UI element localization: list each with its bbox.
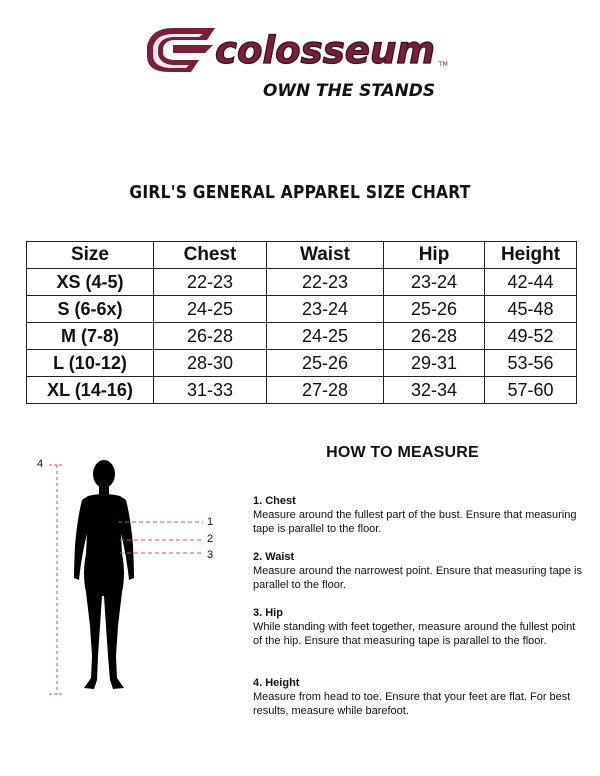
measurement-figure [0,450,250,710]
size-chart-table [26,241,577,404]
hip-cell: 32-34 [384,377,485,404]
logo-emblem-icon [147,28,215,72]
table-row [27,377,577,404]
table-row [27,350,577,377]
marker-hip: 3 [207,549,214,561]
column-header-chest: Chest [154,242,267,269]
table-header-row [27,242,577,269]
chest-cell: 28-30 [154,350,267,377]
chest-heading: 1. Chest [253,495,296,507]
colosseum-logo [143,20,461,100]
height-instructions [253,676,583,718]
waist-cell: 27-28 [267,377,384,404]
size-cell: XL (14-16) [27,377,154,404]
size-cell: L (10-12) [27,350,154,377]
waist-cell: 25-26 [267,350,384,377]
marker-height: 4 [37,458,44,470]
brand-name: colosseum [215,29,435,72]
hip-cell: 26-28 [384,323,485,350]
height-heading: 4. Height [253,677,300,689]
page-title: GIRL'S GENERAL APPAREL SIZE CHART [129,182,471,203]
chest-cell: 24-25 [154,296,267,323]
chest-cell: 31-33 [154,377,267,404]
size-cell: S (6-6x) [27,296,154,323]
waist-cell: 23-24 [267,296,384,323]
table-row [27,323,577,350]
how-to-measure-title: HOW TO MEASURE [326,444,479,461]
column-header-size: Size [27,242,154,269]
hip-heading: 3. Hip [253,607,283,619]
size-cell: XS (4-5) [27,269,154,296]
height-cell: 45-48 [485,296,577,323]
marker-chest: 1 [207,516,214,528]
height-cell: 57-60 [485,377,577,404]
chest-instructions [253,494,583,536]
height-cell: 42-44 [485,269,577,296]
column-header-hip: Hip [384,242,485,269]
waist-heading: 2. Waist [253,551,295,563]
hip-cell: 25-26 [384,296,485,323]
waist-text: Measure around the narrowest point. Ensure that measuring tape is parallel to the floor. [253,565,582,591]
height-cell: 53-56 [485,350,577,377]
body-silhouette-icon [0,450,250,710]
table-row [27,269,577,296]
waist-instructions [253,550,583,592]
marker-waist: 2 [207,533,214,545]
column-header-height: Height [485,242,577,269]
size-cell: M (7-8) [27,323,154,350]
hip-text: While standing with feet together, measure around the fullest point of the hip. Ensure that measuring tape is parallel to the floor. [253,621,576,647]
height-cell: 49-52 [485,323,577,350]
hip-instructions [253,606,583,648]
waist-cell: 22-23 [267,269,384,296]
chest-cell: 26-28 [154,323,267,350]
brand-tagline: OWN THE STANDS [263,81,435,100]
brand-logo [143,20,461,100]
column-header-waist: Waist [267,242,384,269]
hip-cell: 29-31 [384,350,485,377]
height-text: Measure from head to toe. Ensure that your feet are flat. For best results, measure while barefoot. [253,691,571,717]
trademark-mark: TM [439,61,448,68]
table-row [27,296,577,323]
chest-cell: 22-23 [154,269,267,296]
chest-text: Measure around the fullest part of the bust. Ensure that measuring tape is parallel to the floor. [253,509,577,535]
hip-cell: 23-24 [384,269,485,296]
waist-cell: 24-25 [267,323,384,350]
